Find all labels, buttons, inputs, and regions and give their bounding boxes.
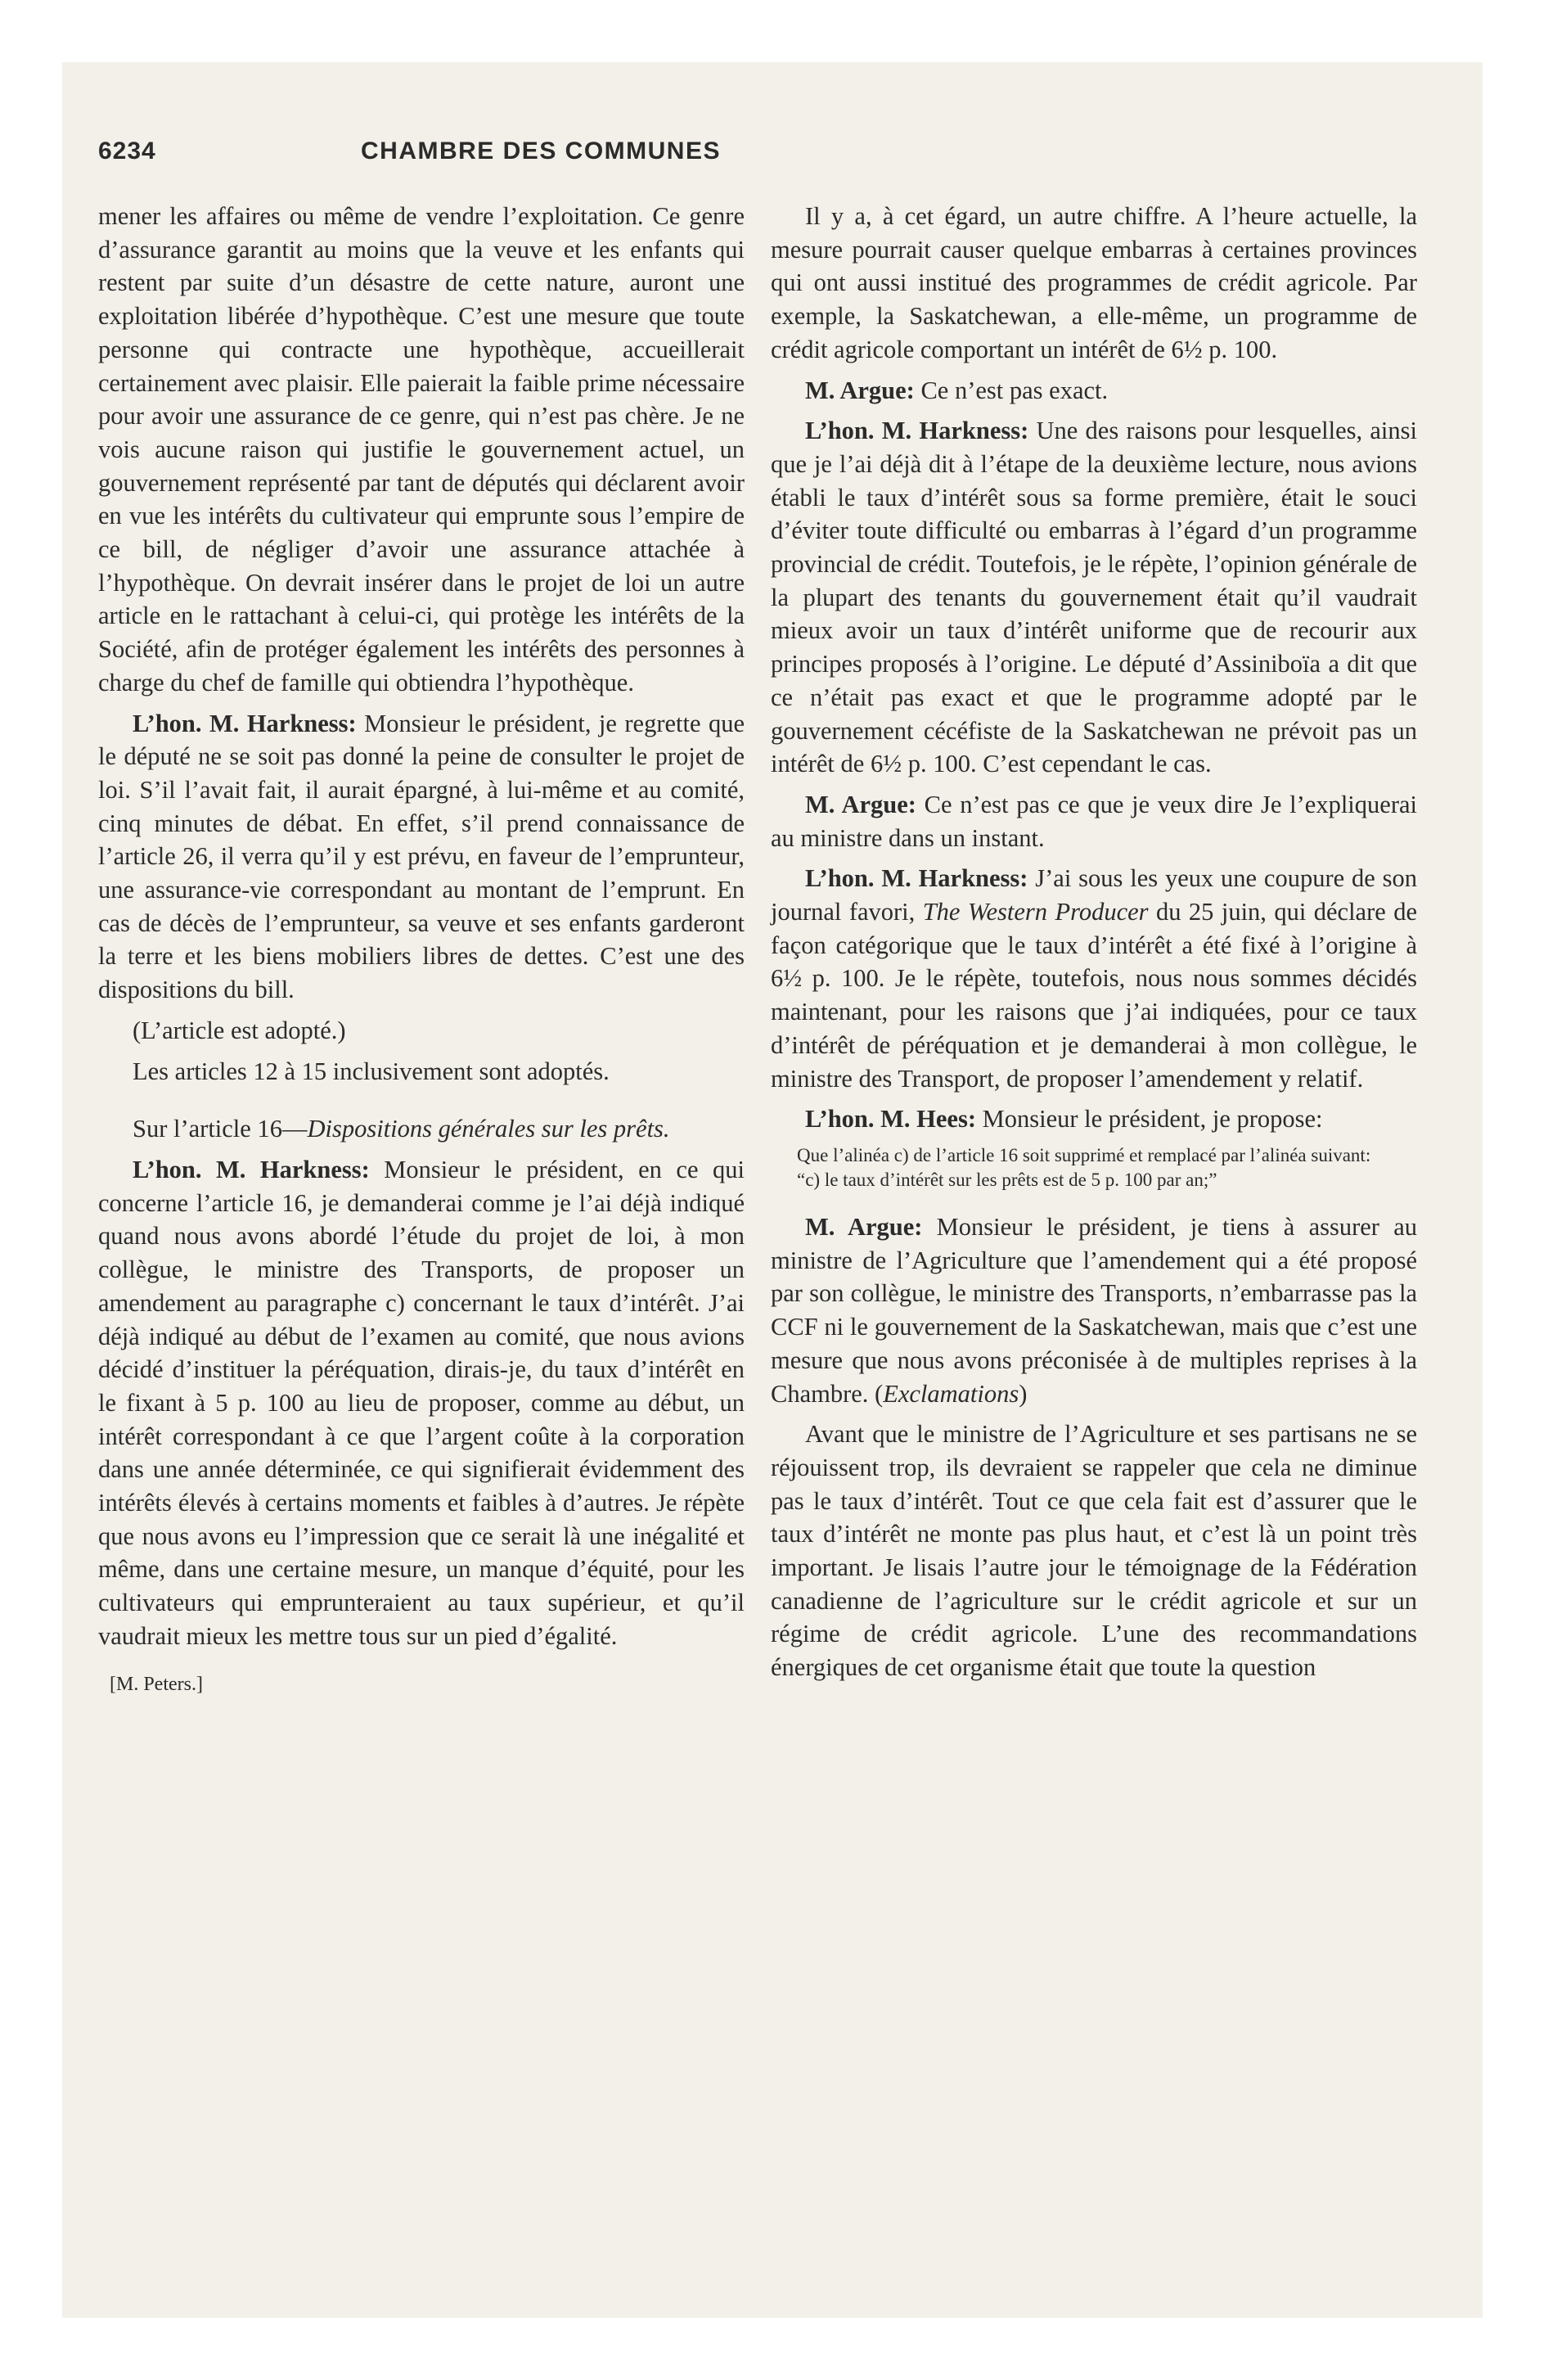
page-header <box>98 137 983 174</box>
speech-paragraph <box>98 1153 745 1653</box>
paragraph: Avant que le ministre de l’Agriculture et ses partisans ne se réjouissent trop, ils devraient se rappeler que cela ne diminue pas le taux d’intérêt. Tout ce que cela fait est d’assurer que le taux d’intérêt ne monte pas plus haut, et c’est là un point très important. Je lisais l’autre jour le témoignage de la Fédération canadienne de l’agriculture sur le crédit agricole et sur un régime de crédit agricole. L’une des recommandations énergiques de cet organisme était que toute la question <box>771 1420 1417 1682</box>
speech-paragraph <box>771 1210 1417 1410</box>
speech-text: Monsieur le président, en ce qui concerne l’article 16, je demanderai comme je l’ai déjà indiqué quand nous avons abordé l’étude du projet de loi, à mon collègue, le ministre des Transports, de proposer un amendement au paragraphe c) concernant le taux d’intérêt. J’ai déjà indiqué au début de l’examen au comité, que nous avions décidé d’instituer la péréquation, dirais-je, du taux d’intérêt en le fixant à 5 p. 100 au lieu de proposer, comme au début, un intérêt correspondant à ce que l’argent coûte à la corporation dans une année déterminée, ce qui signifierait évidemment des intérêts élevés à certains moments et faibles à d’autres. Je répète que nous avons eu l’impression que ce serait là une inégalité et même, dans une certaine mesure, un manque d’équité, pour les cultivateurs qui emprunteraient au taux supérieur, et qu’il vaudrait mieux les mettre tous sur un pied d’égalité. <box>98 1155 745 1650</box>
page-number: 6234 <box>98 137 156 165</box>
speaker-name: L’hon. M. Harkness: <box>133 709 357 737</box>
motion-line: Que l’alinéa c) de l’article 16 soit supprimé et remplacé par l’alinéa suivant: <box>797 1144 1371 1165</box>
speaker-name: L’hon. M. Harkness: <box>805 864 1028 893</box>
speaker-name: M. Argue: <box>805 790 916 818</box>
article-heading <box>98 1112 745 1146</box>
speech-paragraph <box>98 707 745 1007</box>
speech-text: Ce n’est pas exact. <box>914 376 1109 404</box>
procedural-note: (L’article est adopté.) <box>133 1016 346 1044</box>
speaker-name: L’hon. M. Hees: <box>805 1105 976 1134</box>
speaker-name: M. Argue: <box>805 376 915 404</box>
speaker-name: L’hon. M. Harkness: <box>805 417 1029 445</box>
speech-text: Monsieur le président, je tiens à assurer au ministre de l’Agriculture que l’amendement qui a été proposé par son collègue, le ministre des Transports, n’embarrasse pas la CCF ni le gouvernement de la Saskatchewan, mais que c’est une mesure que nous avons préconisée à de multiples reprises à la Chambre. ( <box>771 1212 1417 1408</box>
interjection: Exclamations <box>883 1379 1019 1408</box>
speech-text: ) <box>1019 1379 1028 1408</box>
speech-paragraph <box>771 862 1417 1095</box>
speech-text: Ce n’est pas ce que je veux dire Je l’expliquerai au ministre dans un instant. <box>771 790 1417 852</box>
running-title: CHAMBRE DES COMMUNES <box>360 137 721 165</box>
speech-paragraph <box>771 414 1417 781</box>
speech-paragraph <box>771 374 1417 408</box>
speech-text: Une des raisons pour lesquelles, ainsi que je l’ai déjà dit à l’étape de la deuxième lecture, nous avions établi le taux d’intérêt sous sa forme première, était le souci d’éviter toute difficulté ou embarras à l’égard d’un programme provincial de crédit. Toutefois, je le répète, l’opinion générale de la plupart des tenants du gouvernement était qu’il vaudrait mieux avoir un taux d’intérêt uniforme que de recourir aux principes proposés à l’origine. Le député d’Assiniboïa a dit que ce n’était pas exact et que le programme adopté par le gouvernement cécéfiste de la Saskatchewan ne prévoit pas un intérêt de 6½ p. 100. C’est cependant le cas. <box>771 417 1417 778</box>
article-lead: Sur l’article 16— <box>133 1115 308 1143</box>
motion-quote <box>771 1143 1417 1192</box>
motion-line: “c) le taux d’intérêt sur les prêts est de 5 p. 100 par an;” <box>797 1169 1217 1190</box>
speech-text: du 25 juin, qui déclare de façon catégorique que le taux d’intérêt a été fixé à l’origine à 6½ p. 100. Je le répète, toutefois, nous nous sommes décidés maintenant, pour les raisons que j’ai indiquées, pour ce taux d’intérêt de péréquation et je demanderai à mon collègue, le ministre des Transport, de proposer l’amendement y relatif. <box>771 898 1417 1093</box>
article-title: Dispositions générales sur les prêts. <box>307 1115 670 1143</box>
paragraph: mener les affaires ou même de vendre l’exploitation. Ce genre d’assurance garantit au moins que la veuve et les enfants qui restent par suite d’un désastre de cette nature, auront une exploitation libérée d’hypothèque. C’est une mesure que toute personne qui contracte une hypothèque, accueillerait certainement avec plaisir. Elle paierait la faible prime nécessaire pour avoir une assurance de ce genre, qui n’est pas chère. Je ne vois aucune raison qui justifie le gouvernement actuel, un gouvernement représenté par tant de députés qui déclarent avoir en vue les intérêts du cultivateur qui emprunte sous l’empire de ce bill, de négliger d’avoir une assurance attachée à l’hypothèque. On devrait insérer dans le projet de loi un autre article en le rattachant à celui-ci, qui protège les intérêts de la Société, afin de protéger également les intérêts des personnes à charge du chef de famille qui obtiendra l’hypothèque. <box>98 202 745 696</box>
newspaper-title: The Western Producer <box>922 898 1149 926</box>
left-column <box>98 200 745 1701</box>
procedural-note: Les articles 12 à 15 inclusivement sont adoptés. <box>133 1057 610 1085</box>
footer-speaker-reference: [M. Peters.] <box>110 1673 203 1695</box>
speech-paragraph <box>771 788 1417 854</box>
speech-text: Monsieur le président, je regrette que le député ne se soit pas donné la peine de consulter le projet de loi. S’il l’avait fait, il aurait épargné, à lui-même et au comité, cinq minutes de débat. En effet, s’il prend connaissance de l’article 26, il verra qu’il y est prévu, en faveur de l’emprunteur, une assurance-vie correspondant au montant de l’emprunt. En cas de décès de l’emprunteur, sa veuve et ses enfants garderont la terre et les biens mobiliers libres de dettes. C’est une des dispositions du bill. <box>98 709 745 1004</box>
speaker-name: L’hon. M. Harkness: <box>133 1155 370 1183</box>
right-column <box>771 200 1417 1692</box>
paragraph: Il y a, à cet égard, un autre chiffre. A l’heure actuelle, la mesure pourrait causer quelque embarras à certaines provinces qui ont aussi institué des programmes de crédit agricole. Par exemple, la Saskatchewan, a elle-même, un programme de crédit agricole comportant un intérêt de 6½ p. 100. <box>771 202 1417 363</box>
speech-paragraph <box>771 1102 1417 1136</box>
speech-text: Monsieur le président, je propose: <box>976 1105 1323 1134</box>
speaker-name: M. Argue: <box>805 1212 923 1241</box>
speech-text: J’ai sous les yeux une coupure de son journal favori, <box>771 864 1417 926</box>
